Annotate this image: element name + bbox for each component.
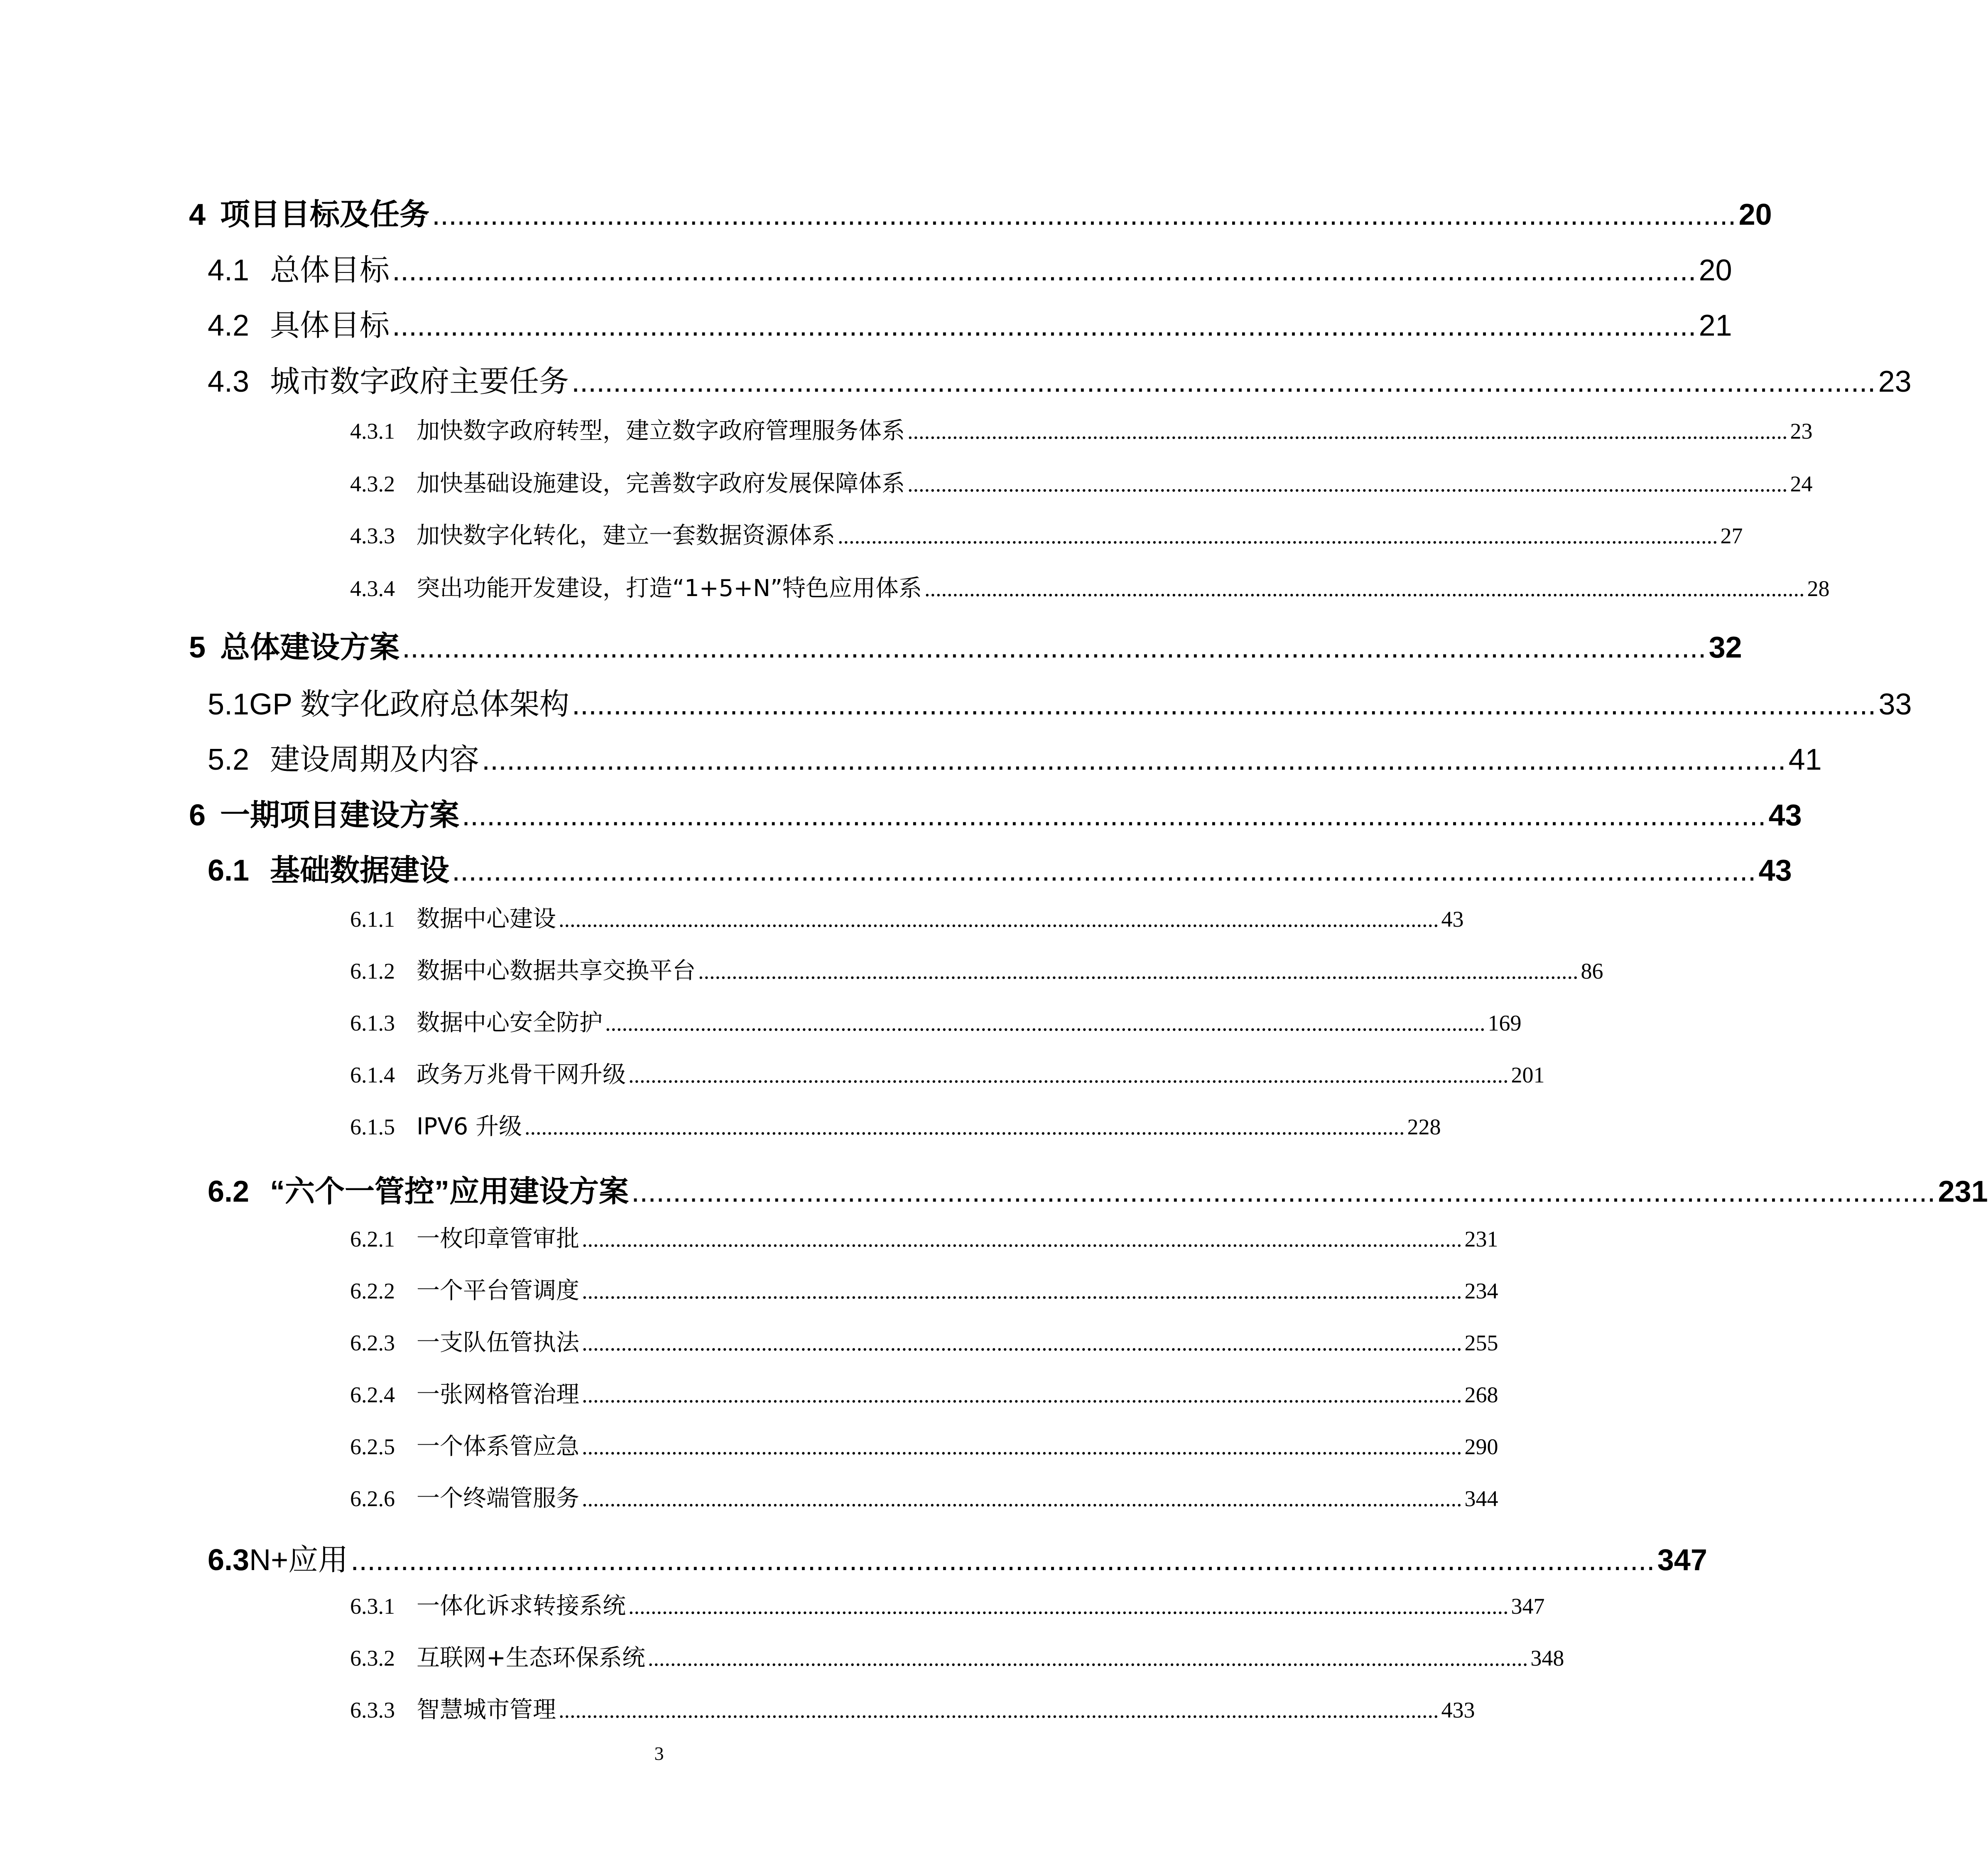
- toc-number: 4: [189, 198, 206, 231]
- toc-entry-6-2-2[interactable]: [350, 1272, 1498, 1306]
- toc-title: 总体目标: [270, 254, 390, 287]
- dot-leader: .............................................................................................................................................................: [392, 254, 1696, 287]
- toc-title: 一张网格管治理: [417, 1381, 579, 1408]
- toc-number: 4.2: [208, 309, 250, 342]
- toc-page-number: 347: [1511, 1594, 1545, 1619]
- toc-number: 6.1.1: [350, 907, 395, 932]
- dot-leader: .............................................................................................................................................................: [582, 1434, 1462, 1459]
- toc-page-number: 27: [1720, 523, 1743, 548]
- toc-number: 6.1.5: [350, 1114, 395, 1139]
- toc-entry-6-2-4[interactable]: [350, 1376, 1498, 1409]
- page-number: 3: [654, 1743, 664, 1764]
- toc-title: 一个平台管调度: [417, 1277, 579, 1304]
- toc-number: 6.3.1: [350, 1594, 395, 1619]
- dot-leader: .............................................................................................................................................................: [571, 365, 1876, 398]
- toc-entry-4-3[interactable]: [208, 357, 1912, 400]
- dot-leader: .............................................................................................................................................................: [582, 1227, 1462, 1252]
- toc-title: 建设周期及内容: [270, 743, 480, 776]
- dot-leader: .............................................................................................................................................................: [571, 688, 1876, 721]
- dot-leader: .............................................................................................................................................................: [582, 1382, 1462, 1407]
- toc-number: 6.2: [208, 1175, 250, 1208]
- toc-number: 6.2.4: [350, 1382, 395, 1407]
- toc-entry-6-2-3[interactable]: [350, 1324, 1498, 1357]
- toc-page-number: 231: [1464, 1227, 1498, 1252]
- toc-page-number: 86: [1581, 959, 1603, 984]
- dot-leader: .............................................................................................................................................................: [462, 799, 1766, 832]
- toc-page-number: 21: [1699, 309, 1732, 342]
- toc-entry-6-2-1[interactable]: [350, 1220, 1498, 1254]
- toc-page-number: 33: [1878, 688, 1912, 721]
- toc-title: 总体建设方案: [220, 631, 400, 664]
- dot-leader: .............................................................................................................................................................: [907, 471, 1788, 496]
- toc-page-number: 23: [1790, 419, 1813, 444]
- toc-number: 6.3.2: [350, 1646, 395, 1671]
- toc-number: 4.3.1: [350, 419, 395, 444]
- toc-title: 互联网+生态环保系统: [417, 1644, 645, 1671]
- toc-entry-6-2-5[interactable]: [350, 1428, 1498, 1461]
- toc-entry-6-3[interactable]: [208, 1536, 1707, 1579]
- toc-page-number: 43: [1768, 799, 1802, 832]
- dot-leader: .............................................................................................................................................................: [525, 1114, 1405, 1139]
- dot-leader: .............................................................................................................................................................: [402, 631, 1706, 664]
- toc-entry-5[interactable]: [189, 623, 1742, 666]
- toc-title: 一枚印章管审批: [417, 1225, 579, 1252]
- toc-title: 加快数字政府转型，建立数字政府管理服务体系: [417, 417, 905, 444]
- toc-title: 一个体系管应急: [417, 1433, 579, 1460]
- toc-number: 4.1: [208, 254, 250, 287]
- dot-leader: .............................................................................................................................................................: [559, 1698, 1439, 1723]
- toc-number: 6.2.5: [350, 1434, 395, 1459]
- dot-leader: .............................................................................................................................................................: [582, 1330, 1462, 1355]
- toc-entry-6-1-1[interactable]: [350, 901, 1464, 934]
- dot-leader: .............................................................................................................................................................: [582, 1486, 1462, 1511]
- toc-page-number: 268: [1464, 1382, 1498, 1407]
- toc-entry-5-2[interactable]: [208, 735, 1822, 778]
- dot-leader: .............................................................................................................................................................: [907, 419, 1788, 444]
- toc-entry-6-3-1[interactable]: [350, 1588, 1545, 1621]
- toc-page-number: 348: [1530, 1646, 1564, 1671]
- dot-leader: .............................................................................................................................................................: [452, 854, 1756, 887]
- toc-page-number: 20: [1738, 198, 1772, 231]
- toc-title: 具体目标: [270, 309, 390, 342]
- toc-title: 数据中心数据共享交换平台: [417, 957, 696, 984]
- toc-title: 一期项目建设方案: [220, 799, 460, 832]
- toc-number: 6.1: [208, 854, 250, 887]
- dot-leader: .............................................................................................................................................................: [582, 1279, 1462, 1303]
- toc-number: 6.2.3: [350, 1330, 395, 1355]
- dot-leader: .............................................................................................................................................................: [482, 743, 1786, 776]
- toc-title: 数据中心建设: [417, 906, 556, 932]
- toc-entry-4[interactable]: [189, 190, 1772, 233]
- dot-leader: .............................................................................................................................................................: [631, 1175, 1936, 1208]
- toc-title: GP 数字化政府总体架构: [249, 688, 569, 721]
- toc-title: 一个终端管服务: [417, 1485, 579, 1512]
- toc-title: 城市数字政府主要任务: [270, 365, 569, 398]
- toc-entry-4-2[interactable]: [208, 301, 1732, 344]
- toc-number: 4.3.3: [350, 523, 395, 548]
- toc-entry-4-3-4[interactable]: [350, 570, 1830, 603]
- toc-entry-6-2[interactable]: [208, 1167, 1988, 1210]
- toc-entry-6[interactable]: [189, 791, 1802, 834]
- toc-title: “六个一管控”应用建设方案: [270, 1175, 629, 1208]
- toc-number: 6.1.3: [350, 1011, 395, 1036]
- dot-leader: .............................................................................................................................................................: [628, 1063, 1509, 1087]
- toc-entry-6-1[interactable]: [208, 846, 1792, 889]
- toc-entry-6-1-2[interactable]: [350, 952, 1603, 986]
- toc-number: 4.3.2: [350, 471, 395, 496]
- toc-entry-4-3-2[interactable]: [350, 465, 1813, 498]
- toc-page-number: 41: [1788, 743, 1822, 776]
- toc-page-number: 43: [1441, 907, 1464, 932]
- toc-page-number: 201: [1511, 1063, 1545, 1087]
- dot-leader: .............................................................................................................................................................: [698, 959, 1579, 984]
- toc-number: 6: [189, 799, 206, 832]
- toc-number: 6.1.4: [350, 1063, 395, 1087]
- toc-number: 5.2: [208, 743, 250, 776]
- toc-page-number: 255: [1464, 1330, 1498, 1355]
- dot-leader: .............................................................................................................................................................: [351, 1544, 1655, 1577]
- toc-number: 6.2.2: [350, 1279, 395, 1303]
- toc-title: 政务万兆骨干网升级: [417, 1061, 626, 1088]
- toc-page-number: 32: [1709, 631, 1742, 664]
- toc-entry-4-3-1[interactable]: [350, 412, 1813, 446]
- toc-number: 6.2.6: [350, 1486, 395, 1511]
- toc-page-number: 228: [1407, 1114, 1441, 1139]
- toc-number: 6.3.3: [350, 1698, 395, 1723]
- toc-title: N+应用: [249, 1544, 348, 1577]
- toc-title: 一支队伍管执法: [417, 1329, 579, 1356]
- toc-entry-6-1-3[interactable]: [350, 1004, 1522, 1038]
- toc-page-number: 23: [1878, 365, 1912, 398]
- toc-title: 项目目标及任务: [220, 198, 430, 231]
- dot-leader: .............................................................................................................................................................: [605, 1011, 1485, 1036]
- toc-page-number: 433: [1441, 1698, 1475, 1723]
- toc-entry-5-1[interactable]: [208, 680, 1912, 723]
- toc-title: 智慧城市管理: [417, 1696, 556, 1723]
- toc-entry-6-1-4[interactable]: [350, 1056, 1545, 1090]
- toc-number: 6.3: [208, 1544, 250, 1577]
- toc-entry-4-3-3[interactable]: [350, 517, 1743, 550]
- toc-entry-4-1[interactable]: [208, 246, 1732, 289]
- dot-leader: .............................................................................................................................................................: [559, 907, 1439, 932]
- dot-leader: .............................................................................................................................................................: [647, 1646, 1528, 1671]
- toc-page-number: 234: [1464, 1279, 1498, 1303]
- toc-number: 6.1.2: [350, 959, 395, 984]
- toc-number: 4.3: [208, 365, 250, 398]
- toc-entry-6-3-3[interactable]: [350, 1691, 1475, 1725]
- toc-number: 5.1: [208, 688, 250, 721]
- toc-page-number: 20: [1699, 254, 1732, 287]
- toc-title: 加快基础设施建设，完善数字政府发展保障体系: [417, 470, 905, 497]
- toc-page-number: 169: [1488, 1011, 1522, 1036]
- toc-number: 4.3.4: [350, 576, 395, 601]
- toc-page-number: 344: [1464, 1486, 1498, 1511]
- toc-title: 加快数字化转化，建立一套数据资源体系: [417, 522, 835, 549]
- toc-entry-6-1-5[interactable]: [350, 1108, 1441, 1141]
- toc-page-number: 43: [1758, 854, 1792, 887]
- toc-page-number: 28: [1807, 576, 1830, 601]
- toc-number: 6.2.1: [350, 1227, 395, 1252]
- toc-number: 5: [189, 631, 206, 664]
- dot-leader: .............................................................................................................................................................: [924, 576, 1805, 601]
- dot-leader: .............................................................................................................................................................: [628, 1594, 1509, 1619]
- toc-title: 数据中心安全防护: [417, 1009, 603, 1036]
- dot-leader: .............................................................................................................................................................: [838, 523, 1718, 548]
- dot-leader: .............................................................................................................................................................: [392, 309, 1696, 342]
- dot-leader: .............................................................................................................................................................: [432, 198, 1736, 231]
- toc-title: IPV6 升级: [417, 1113, 522, 1140]
- toc-page-number: 231: [1938, 1175, 1988, 1208]
- toc-entry-6-3-2[interactable]: [350, 1639, 1564, 1673]
- toc-page-number: 24: [1790, 471, 1813, 496]
- toc-title: 一体化诉求转接系统: [417, 1593, 626, 1620]
- toc-page-number: 290: [1464, 1434, 1498, 1459]
- toc-title: 突出功能开发建设，打造“1+5+N”特色应用体系: [417, 575, 922, 602]
- toc-page-number: 347: [1657, 1544, 1707, 1577]
- toc-entry-6-2-6[interactable]: [350, 1480, 1498, 1513]
- toc-title: 基础数据建设: [270, 854, 450, 887]
